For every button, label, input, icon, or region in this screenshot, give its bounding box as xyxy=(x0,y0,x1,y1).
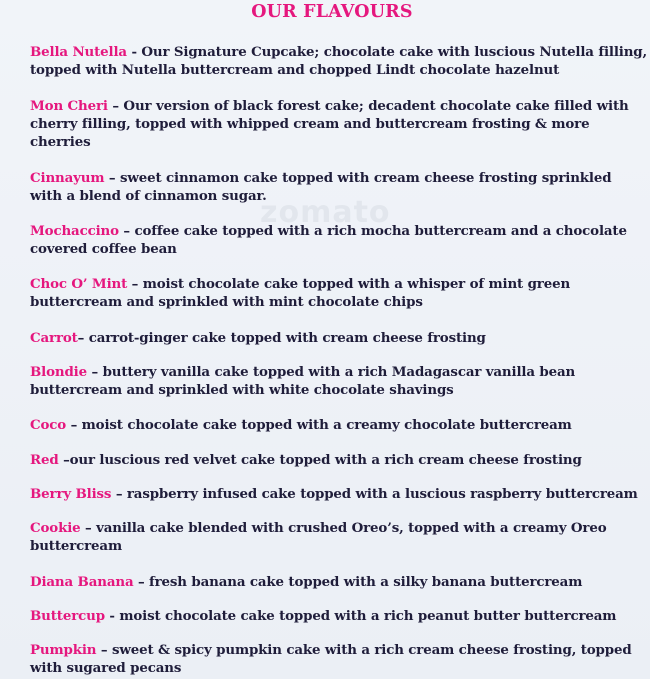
flavour-item xyxy=(30,416,642,434)
flavour-description: – vanilla cake blended with crushed Oreo’s, topped with a creamy Oreo xyxy=(80,520,607,536)
flavour-description: – coffee cake topped with a rich mocha buttercream and a chocolate xyxy=(118,223,627,239)
flavour-description: – carrot-ginger cake topped with cream cheese frosting xyxy=(77,330,486,346)
flavour-item xyxy=(30,363,642,399)
flavour-description: buttercream and sprinkled with white chocolate shavings xyxy=(30,382,454,398)
flavour-description: buttercream xyxy=(30,538,122,554)
flavour-name: Carrot xyxy=(30,330,78,346)
flavour-item xyxy=(30,275,642,311)
flavour-item xyxy=(30,573,642,591)
page-title: OUR FLAVOURS xyxy=(251,2,413,22)
flavour-name: Blondie xyxy=(30,364,87,380)
flavour-description: – sweet & spicy pumpkin cake with a rich cream cheese frosting, topped xyxy=(96,642,632,658)
flavour-description: – raspberry infused cake topped with a luscious raspberry buttercream xyxy=(111,486,638,502)
flavour-item xyxy=(30,607,642,625)
flavour-name: Pumpkin xyxy=(30,642,97,658)
flavour-description: - Our Signature Cupcake; chocolate cake with luscious Nutella filling, xyxy=(126,44,648,60)
flavour-description: – Our version of black forest cake; decadent chocolate cake filled with xyxy=(107,98,629,114)
flavour-name: Cinnayum xyxy=(30,170,105,186)
flavour-item xyxy=(30,43,648,79)
flavour-description: with a blend of cinnamon sugar. xyxy=(30,188,267,204)
flavour-item xyxy=(30,451,642,469)
flavour-item xyxy=(30,641,642,677)
flavour-description: cherries xyxy=(30,134,91,150)
flavour-item xyxy=(30,169,642,205)
flavour-description: topped with Nutella buttercream and chopped Lindt chocolate hazelnut xyxy=(30,62,560,78)
flavour-name: Cookie xyxy=(30,520,81,536)
flavour-description: –our luscious red velvet cake topped with a rich cream cheese frosting xyxy=(58,452,582,468)
flavour-description: buttercream and sprinkled with mint chocolate chips xyxy=(30,294,423,310)
flavour-description: – sweet cinnamon cake topped with cream cheese frosting sprinkled xyxy=(104,170,612,186)
flavour-description: – moist chocolate cake topped with a creamy chocolate buttercream xyxy=(66,417,572,433)
flavour-name: Red xyxy=(30,452,59,468)
flavour-description: - moist chocolate cake topped with a rich peanut butter buttercream xyxy=(104,608,617,624)
flavour-name: Choc O’ Mint xyxy=(30,276,128,292)
flavour-name: Mochaccino xyxy=(30,223,119,239)
flavour-description: – moist chocolate cake topped with a whisper of mint green xyxy=(127,276,571,292)
flavour-item xyxy=(30,485,642,503)
flavour-name: Bella Nutella xyxy=(30,44,127,60)
flavour-description: – fresh banana cake topped with a silky banana buttercream xyxy=(133,574,583,590)
zomato-watermark: zomato xyxy=(260,195,391,230)
flavour-description: – buttery vanilla cake topped with a rich Madagascar vanilla bean xyxy=(87,364,576,380)
flavour-item xyxy=(30,97,642,151)
flavour-item xyxy=(30,329,642,347)
flavour-name: Mon Cheri xyxy=(30,98,108,114)
flavour-item xyxy=(30,519,642,555)
flavour-item xyxy=(30,222,642,258)
flavour-name: Buttercup xyxy=(30,608,105,624)
flavour-name: Berry Bliss xyxy=(30,486,112,502)
flavour-description: covered coffee bean xyxy=(30,241,177,257)
flavour-name: Diana Banana xyxy=(30,574,134,590)
flavour-description: with sugared pecans xyxy=(30,660,182,676)
flavour-name: Coco xyxy=(30,417,67,433)
flavour-description: cherry filling, topped with whipped cream and buttercream frosting & more xyxy=(30,116,590,132)
